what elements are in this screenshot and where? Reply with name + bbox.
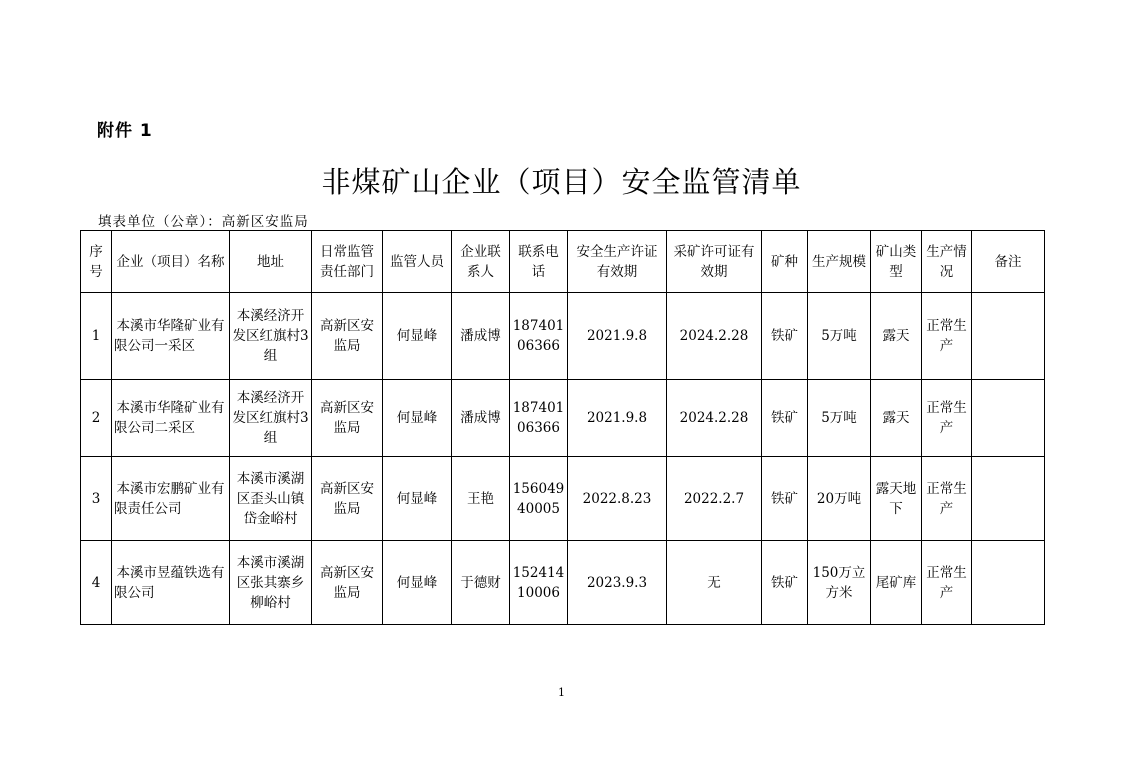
page-number: 1 — [558, 686, 565, 699]
cell-safety-permit: 2023.9.3 — [568, 541, 667, 625]
cell-no: 1 — [81, 293, 112, 380]
header-mine-type: 矿山类型 — [871, 231, 922, 293]
cell-contact: 于德财 — [452, 541, 510, 625]
cell-no: 4 — [81, 541, 112, 625]
cell-mining-permit: 2022.2.7 — [667, 457, 762, 541]
header-supervisor: 监管人员 — [383, 231, 452, 293]
cell-address: 本溪经济开发区红旗村3组 — [230, 380, 312, 457]
cell-mining-permit: 无 — [667, 541, 762, 625]
document-title: 非煤矿山企业（项目）安全监管清单 — [321, 165, 802, 199]
cell-address: 本溪经济开发区红旗村3组 — [230, 293, 312, 380]
cell-department: 高新区安监局 — [312, 457, 383, 541]
cell-phone: 18740106366 — [510, 380, 568, 457]
supervision-table — [80, 230, 1045, 625]
cell-mine-type: 尾矿库 — [871, 541, 922, 625]
cell-safety-permit: 2021.9.8 — [568, 380, 667, 457]
cell-no: 3 — [81, 457, 112, 541]
cell-address: 本溪市溪湖区张其寨乡柳峪村 — [230, 541, 312, 625]
cell-supervisor: 何显峰 — [383, 380, 452, 457]
cell-remark — [972, 293, 1045, 380]
cell-department: 高新区安监局 — [312, 293, 383, 380]
cell-contact: 潘成博 — [452, 293, 510, 380]
header-phone: 联系电话 — [510, 231, 568, 293]
cell-department: 高新区安监局 — [312, 541, 383, 625]
cell-mine-type: 露天 — [871, 293, 922, 380]
cell-supervisor: 何显峰 — [383, 293, 452, 380]
header-contact: 企业联系人 — [452, 231, 510, 293]
cell-scale: 5万吨 — [808, 380, 871, 457]
cell-address: 本溪市溪湖区歪头山镇岱金峪村 — [230, 457, 312, 541]
cell-status: 正常生产 — [922, 293, 972, 380]
table-row — [81, 293, 1045, 380]
cell-enterprise: 本溪市华隆矿业有限公司二采区 — [112, 380, 230, 457]
cell-mineral: 铁矿 — [762, 293, 808, 380]
header-no: 序号 — [81, 231, 112, 293]
header-mining-permit: 采矿许可证有效期 — [667, 231, 762, 293]
cell-phone: 15604940005 — [510, 457, 568, 541]
cell-remark — [972, 541, 1045, 625]
header-row — [81, 231, 1045, 293]
cell-mining-permit: 2024.2.28 — [667, 293, 762, 380]
cell-mine-type: 露天地下 — [871, 457, 922, 541]
header-scale: 生产规模 — [808, 231, 871, 293]
cell-mineral: 铁矿 — [762, 541, 808, 625]
cell-phone: 18740106366 — [510, 293, 568, 380]
cell-status: 正常生产 — [922, 380, 972, 457]
header-remark: 备注 — [972, 231, 1045, 293]
header-department: 日常监管责任部门 — [312, 231, 383, 293]
cell-department: 高新区安监局 — [312, 380, 383, 457]
cell-scale: 20万吨 — [808, 457, 871, 541]
cell-supervisor: 何显峰 — [383, 457, 452, 541]
cell-phone: 15241410006 — [510, 541, 568, 625]
header-enterprise: 企业（项目）名称 — [112, 231, 230, 293]
cell-remark — [972, 380, 1045, 457]
cell-status: 正常生产 — [922, 457, 972, 541]
cell-safety-permit: 2021.9.8 — [568, 293, 667, 380]
cell-status: 正常生产 — [922, 541, 972, 625]
header-address: 地址 — [230, 231, 312, 293]
cell-contact: 潘成博 — [452, 380, 510, 457]
cell-contact: 王艳 — [452, 457, 510, 541]
cell-mineral: 铁矿 — [762, 457, 808, 541]
header-mineral: 矿种 — [762, 231, 808, 293]
header-safety-permit: 安全生产许证有效期 — [568, 231, 667, 293]
cell-mining-permit: 2024.2.28 — [667, 380, 762, 457]
fill-unit-line: 填表单位（公章）：高新区安监局 — [98, 214, 309, 230]
cell-scale: 5万吨 — [808, 293, 871, 380]
attachment-label: 附件 1 — [97, 121, 153, 141]
header-status: 生产情况 — [922, 231, 972, 293]
cell-enterprise: 本溪市华隆矿业有限公司一采区 — [112, 293, 230, 380]
cell-mine-type: 露天 — [871, 380, 922, 457]
table-row — [81, 541, 1045, 625]
cell-enterprise: 本溪市宏鹏矿业有限责任公司 — [112, 457, 230, 541]
table-row — [81, 380, 1045, 457]
cell-scale: 150万立方米 — [808, 541, 871, 625]
cell-supervisor: 何显峰 — [383, 541, 452, 625]
cell-remark — [972, 457, 1045, 541]
cell-enterprise: 本溪市昱蕴铁选有限公司 — [112, 541, 230, 625]
table-row — [81, 457, 1045, 541]
cell-safety-permit: 2022.8.23 — [568, 457, 667, 541]
cell-no: 2 — [81, 380, 112, 457]
cell-mineral: 铁矿 — [762, 380, 808, 457]
